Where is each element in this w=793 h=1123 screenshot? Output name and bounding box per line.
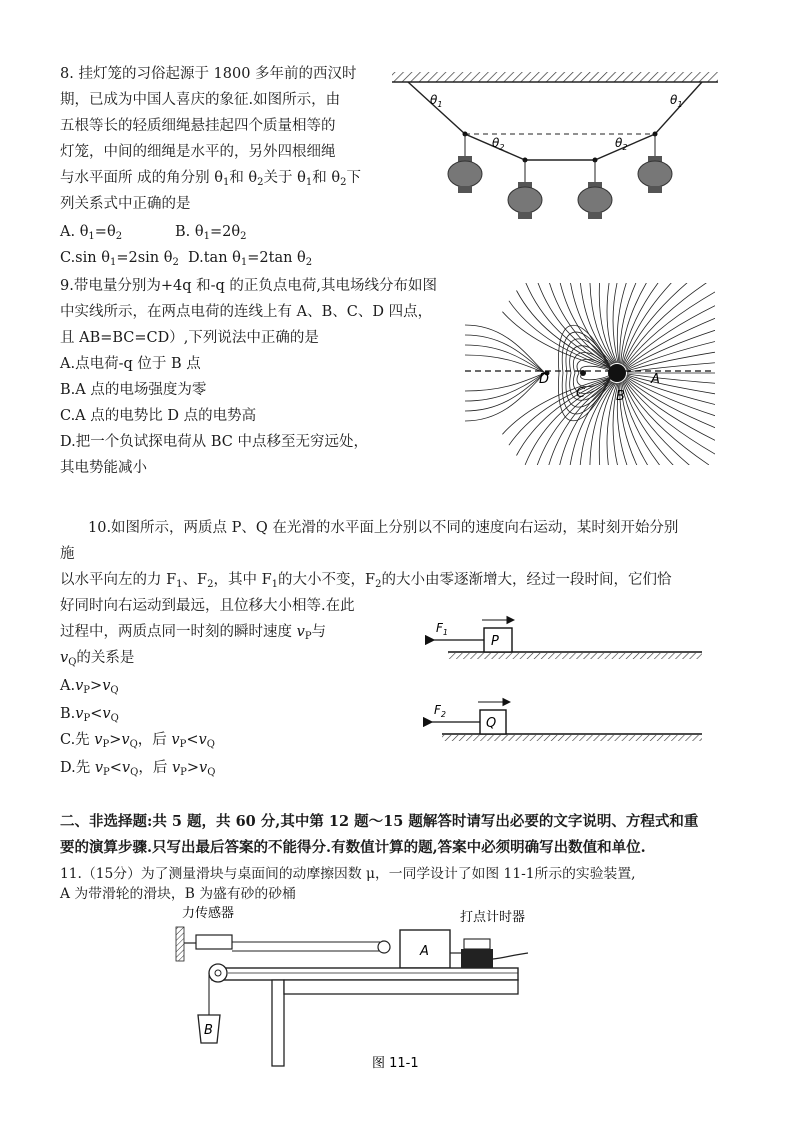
q10-line-5: 过程中，两质点同一时刻的瞬时速度 $v_P$与 [60, 624, 327, 642]
q9-option-a: A.点电荷-q 位于 B 点 [60, 356, 201, 372]
field-line [627, 360, 715, 372]
label-b: B [616, 389, 625, 404]
field-line-left [465, 335, 545, 373]
field-line [556, 283, 613, 364]
table-support [284, 980, 518, 994]
timer-label: 打点计时器 [460, 910, 526, 925]
field-line [622, 283, 679, 364]
q8-option-a: A. $\theta_1=\theta_2$ [60, 224, 123, 242]
q8-option-d: D.tan $\theta_1=2\tan$ $\theta_2$ [188, 250, 313, 268]
field-line [624, 380, 709, 465]
field-lines-figure [465, 283, 715, 465]
q8-option-b: B. $\theta_1=2\theta_2$ [175, 224, 247, 242]
field-line [622, 382, 679, 465]
theta1-right-label: $\theta_1$ [670, 93, 683, 109]
q10-option-b: $B.v_P<v_Q$ [60, 706, 119, 724]
ceiling-hatch [392, 72, 718, 82]
q9-option-b: B.A 点的电场强度为零 [60, 382, 207, 398]
q9-line-1: 9.带电量分别为+4q 和-q 的正负点电荷,其电场线分布如图 [60, 278, 437, 294]
table-leg [272, 980, 284, 1066]
label-c: C [576, 386, 586, 401]
lantern [508, 160, 542, 219]
field-line [626, 312, 715, 369]
string [408, 82, 702, 160]
q10-option-a: $A.v_P>v_Q$ [60, 678, 119, 696]
field-line [627, 348, 715, 371]
ground-hatch-p [448, 653, 702, 659]
q8-line-5: 与水平面所 成的角分别 $\theta_1$和 $\theta_2$关于 $\theta_1$和 $\theta_2$下 [60, 170, 361, 188]
field-line [627, 374, 715, 386]
theta2-right-label: $\theta_2$ [615, 136, 628, 152]
experiment-figure [168, 903, 538, 1073]
q10-line-3: 以水平向左的力 $F_1$、$F_2$，其中 $F_1$的大小不变，$F_2$的大小由零逐渐增大，经过一段时间，它们恰 [60, 572, 672, 590]
charge-plus-4q [608, 364, 626, 382]
field-line-left [465, 373, 545, 411]
bucket-b-label: B [204, 1023, 213, 1038]
section-2-line-2: 要的演算步骤.只写出最后答案的不能得分.有数值计算的题,答案中必须明确写出数值和单位. [60, 839, 646, 856]
q10-line-4: 好同时向右运动到最远，且位移大小相等.在此 [60, 598, 355, 614]
q9-option-d: D.把一个负试探电荷从 BC 中点移至无穷远处， [60, 434, 368, 450]
force-f1-label: $F_1$ [436, 621, 448, 637]
block-q-label: Q [486, 716, 497, 731]
q9-line-2: 中实线所示，在两点电荷的连线上有 A、B、C、D 四点， [60, 304, 433, 320]
wall [176, 927, 184, 961]
force-sensor-label: 力传感器 [182, 906, 235, 921]
field-lines [465, 283, 715, 465]
q8-line-1: 8. 挂灯笼的习俗起源于 1800 多年前的西汉时 [60, 66, 357, 82]
block-p-label: P [491, 634, 499, 649]
theta2-left-label: $\theta_2$ [492, 136, 505, 152]
field-line [525, 283, 610, 366]
theta1-left-label: $\theta_1$ [430, 93, 443, 109]
q8-line-3: 五根等长的轻质细绳悬挂起四个质量相等的 [60, 118, 336, 134]
field-line [625, 291, 715, 367]
label-a: A [651, 372, 660, 387]
q10-option-d: D.先 $v_P<v_Q$，后 $v_P>v_Q$ [60, 760, 216, 778]
table-top [212, 968, 518, 980]
figure-caption: 图 11-1 [372, 1056, 419, 1071]
section-2-line-1: 二、非选择题:共 5 题，共 60 分,其中第 12 题～15 题解答时请写出必要的文字说明、方程式和重 [60, 813, 699, 830]
q11-line-1: 11.（15分）为了测量滑块与桌面间的动摩擦因数 μ，一同学设计了如图 11-1所示的实验装置, [60, 866, 636, 882]
q8-option-c: C.sin $\theta_1=2\sin$ $\theta_2$ [60, 250, 179, 268]
lantern [578, 160, 612, 219]
label-d: D [539, 372, 550, 387]
lantern [448, 134, 482, 193]
block-pulley [378, 941, 390, 953]
q10-line-6: $v_Q$的关系是 [60, 650, 135, 668]
field-line [627, 375, 715, 398]
q10-line-1: 10.如图所示，两质点 P、Q 在光滑的水平面上分别以不同的速度向右运动，某时刻开始分别 [88, 520, 679, 536]
ground-hatch-q [442, 735, 702, 741]
field-line [623, 283, 699, 365]
q10-option-c: C.先 $v_P>v_Q$，后 $v_P<v_Q$ [60, 732, 215, 750]
q9-option-d-cont: 其电势能减小 [60, 460, 147, 476]
forces-figure [420, 610, 720, 750]
field-line [625, 379, 715, 455]
q9-option-c: C.A 点的电势比 D 点的电势高 [60, 408, 257, 424]
timer-head [464, 939, 490, 949]
q10-line-2: 施 [60, 546, 75, 562]
q8-line-2: 期，已成为中国人喜庆的象征.如图所示，由 [60, 92, 341, 108]
lantern [638, 134, 672, 193]
point-c-dot [580, 370, 586, 376]
force-sensor [196, 935, 232, 949]
paper-tape [493, 953, 528, 959]
q11-line-2: A 为带滑轮的滑块，B 为盛有砂的砂桶 [60, 886, 296, 902]
q8-line-4: 灯笼，中间的细绳是水平的，另外四根细绳 [60, 144, 336, 160]
timer-body [461, 949, 493, 969]
q8-line-6: 列关系式中正确的是 [60, 196, 191, 212]
field-line-left [465, 355, 545, 373]
field-line [626, 378, 715, 435]
block-a-label: A [420, 944, 429, 959]
field-line-left [465, 373, 545, 391]
lantern-figure [390, 68, 720, 228]
force-f2-label: $F_2$ [434, 703, 446, 719]
q9-line-3: 且 AB=BC=CD）,下列说法中正确的是 [60, 330, 319, 346]
